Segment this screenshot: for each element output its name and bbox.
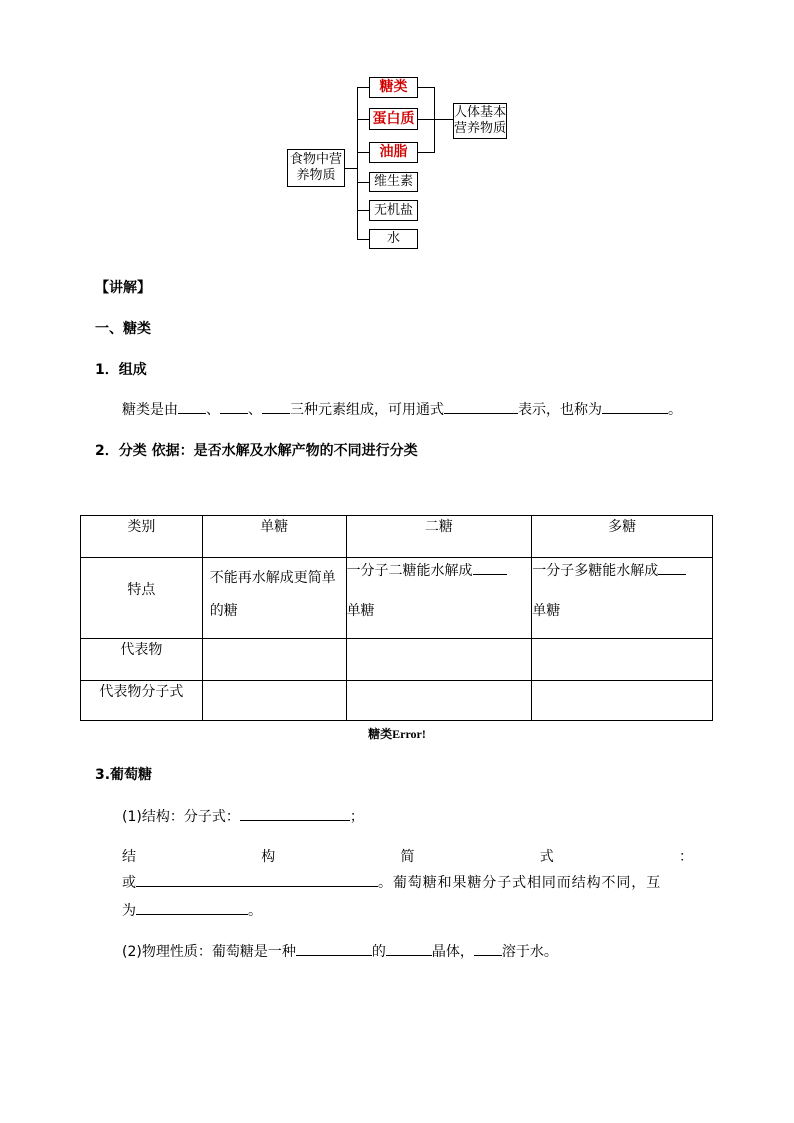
table-caption: 糖类Error!: [368, 727, 426, 741]
fill-blank: [220, 399, 248, 414]
text-char: 构: [261, 849, 276, 865]
subheading-composition: 1．组成: [95, 362, 147, 378]
fill-blank: [136, 900, 248, 915]
glucose-physical-properties: [122, 941, 558, 961]
diagram-connector: [357, 239, 369, 240]
text-segment: 。: [668, 402, 682, 418]
table-cell: [202, 639, 346, 681]
table-header-cell: 多糖: [532, 516, 713, 558]
text-char: 式: [539, 849, 554, 865]
diagram-connector: [357, 87, 358, 239]
diagram-connector: [345, 168, 357, 169]
fill-blank: [602, 399, 668, 414]
table-row: [81, 558, 713, 639]
composition-sentence: [122, 399, 682, 419]
table-cell: 一分子多糖能水解成 单糖: [532, 558, 713, 639]
subheading-classification: 2．分类 依据：是否水解及水解产物的不同进行分类: [95, 443, 418, 459]
diagram-node-carbohydrates: 糖类: [369, 77, 418, 98]
table-header-cell: 二糖: [346, 516, 532, 558]
diagram-node-minerals: 无机盐: [369, 200, 418, 221]
diagram-connector: [434, 87, 435, 153]
fill-blank: [178, 399, 206, 414]
table-row: [81, 681, 713, 721]
text-segment: 、: [248, 402, 262, 418]
glucose-structure-line4: [122, 900, 262, 920]
fill-blank: [240, 806, 350, 821]
table-row-label: 代表物分子式: [81, 681, 203, 721]
table-cell: [346, 681, 532, 721]
table-row: [81, 516, 713, 558]
table-cell: 一分子二糖能水解成 单糖: [346, 558, 532, 639]
table-row-label: 特点: [81, 558, 203, 639]
table-row: [81, 639, 713, 681]
diagram-node-protein: 蛋白质: [369, 108, 418, 130]
diagram-connector: [418, 152, 434, 153]
table-row-label: 代表物: [81, 639, 203, 681]
heading-carbohydrates: 一、糖类: [95, 321, 151, 337]
diagram-root-box: 食物中营 养物质: [287, 149, 345, 187]
table-header-cell: 类别: [81, 516, 203, 558]
text-segment: 。葡萄糖和果糖分子式相同而结构不同，互: [378, 875, 662, 891]
classification-table: [80, 515, 713, 721]
text-char: 简: [400, 849, 415, 865]
text-segment: 的: [371, 944, 386, 960]
diagram-connector: [357, 152, 369, 153]
fill-blank: [444, 399, 518, 414]
text-segment: 为: [122, 903, 136, 919]
text-segment: ；: [349, 809, 364, 825]
diagram-connector: [357, 87, 369, 88]
glucose-structure-line1: [122, 806, 364, 826]
diagram-node-oils: 油脂: [369, 142, 418, 163]
text-segment: 表示，也称为: [518, 402, 602, 418]
fill-blank: [296, 941, 372, 956]
table-cell: [532, 681, 713, 721]
subheading-glucose: 3.葡萄糖: [95, 767, 153, 783]
diagram-connector: [357, 210, 369, 211]
diagram-node-water: 水: [369, 229, 418, 249]
fill-blank: [474, 941, 502, 956]
diagram-node-vitamins: 维生素: [369, 172, 418, 192]
glucose-structure-line3: [122, 872, 661, 892]
text-segment: 三种元素组成，可用通式: [290, 402, 444, 418]
text-char: 结: [122, 849, 136, 865]
section-label: 【讲解】: [95, 280, 151, 296]
text-segment: 、: [206, 402, 220, 418]
diagram-right-box: 人体基本 营养物质: [453, 103, 507, 139]
fill-blank: [262, 399, 290, 414]
diagram-connector: [357, 119, 369, 120]
table-cell: [346, 639, 532, 681]
text-segment: (2)物理性质：葡萄糖是一种: [122, 944, 296, 960]
text-segment: (1)结构：分子式：: [122, 809, 240, 825]
text-segment: 或: [122, 875, 136, 891]
fill-blank: [386, 941, 432, 956]
diagram-connector: [418, 87, 434, 88]
diagram-connector: [357, 182, 369, 183]
table-header-cell: 单糖: [202, 516, 346, 558]
text-segment: 。: [248, 903, 262, 919]
table-cell: [532, 639, 713, 681]
text-segment: 糖类是由: [122, 402, 178, 418]
table-cell: [202, 681, 346, 721]
text-segment: 溶于水。: [501, 944, 558, 960]
table-cell: 不能再水解成更简单的糖: [202, 558, 346, 639]
glucose-structure-line2: [122, 846, 693, 866]
text-char: ：: [679, 849, 693, 865]
diagram-connector: [418, 119, 453, 120]
fill-blank: [136, 872, 378, 887]
text-segment: 晶体，: [431, 944, 474, 960]
